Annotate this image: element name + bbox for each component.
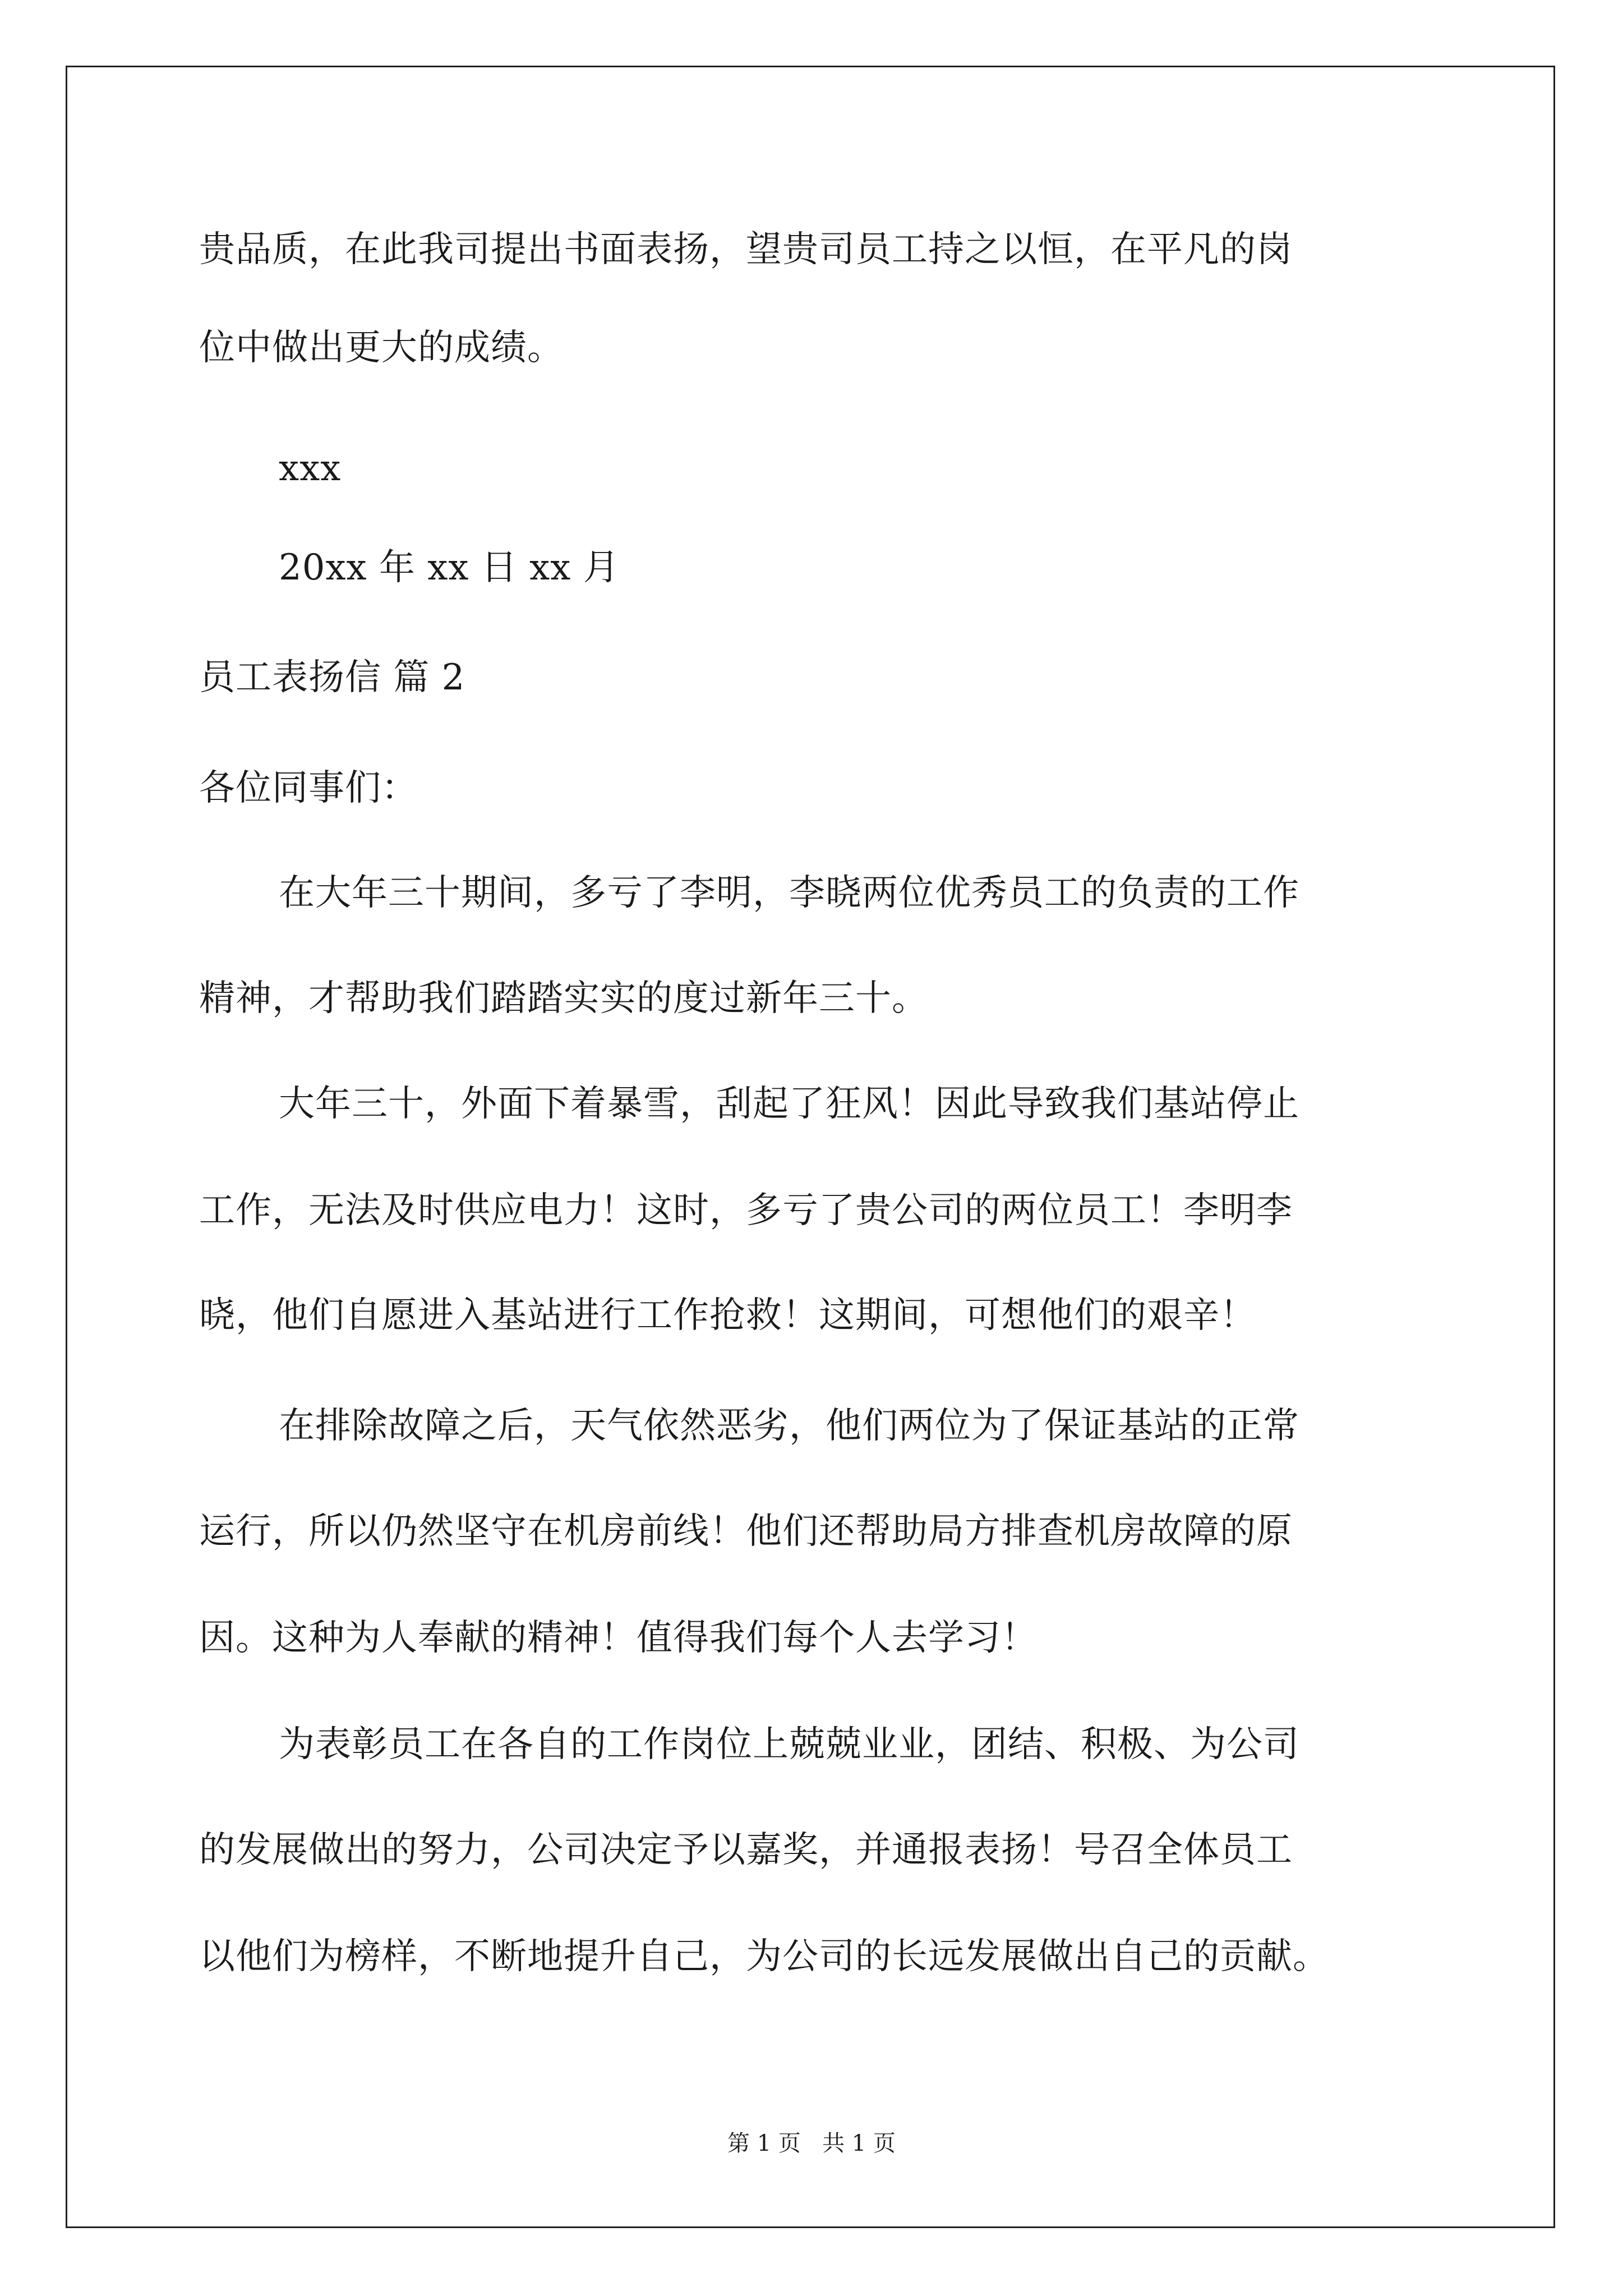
signature-name: xxx	[279, 448, 342, 489]
body-line-12: 在排除故障之后，天气依然恶劣，他们两位为了保证基站的正常	[279, 1405, 1299, 1447]
body-line-17: 以他们为榜样，不断地提升自己，为公司的长远发展做出自己的贡献。	[199, 1936, 1329, 1977]
body-line-1: 贵品质，在此我司提出书面表扬，望贵司员工持之以恒，在平凡的岗	[199, 229, 1293, 270]
body-line-7: 在大年三十期间，多亏了李明，李晓两位优秀员工的负责的工作	[279, 872, 1299, 914]
body-line-15: 为表彰员工在各自的工作岗位上兢兢业业，团结、积极、为公司	[279, 1724, 1299, 1765]
body-line-11: 晓，他们自愿进入基站进行工作抢救！这期间，可想他们的艰辛！	[199, 1295, 1256, 1336]
section-heading: 员工表扬信 篇 2	[199, 657, 465, 698]
body-line-14: 因。这种为人奉献的精神！值得我们每个人去学习！	[199, 1617, 1038, 1659]
salutation: 各位同事们：	[199, 767, 418, 809]
signature-date: 20xx 年 xx 日 xx 月	[279, 547, 620, 588]
page-footer: 第 1 页 共 1 页	[727, 2131, 896, 2156]
body-line-13: 运行，所以仍然坚守在机房前线！他们还帮助局方排查机房故障的原	[199, 1511, 1293, 1552]
body-line-9: 大年三十，外面下着暴雪，刮起了狂风！因此导致我们基站停止	[279, 1083, 1299, 1125]
page-border	[66, 66, 1555, 2228]
body-line-2: 位中做出更大的成绩。	[199, 327, 564, 369]
body-line-10: 工作，无法及时供应电力！这时，多亏了贵公司的两位员工！李明李	[199, 1190, 1293, 1231]
body-line-8: 精神，才帮助我们踏踏实实的度过新年三十。	[199, 978, 928, 1019]
body-line-16: 的发展做出的努力，公司决定予以嘉奖，并通报表扬！号召全体员工	[199, 1829, 1293, 1871]
